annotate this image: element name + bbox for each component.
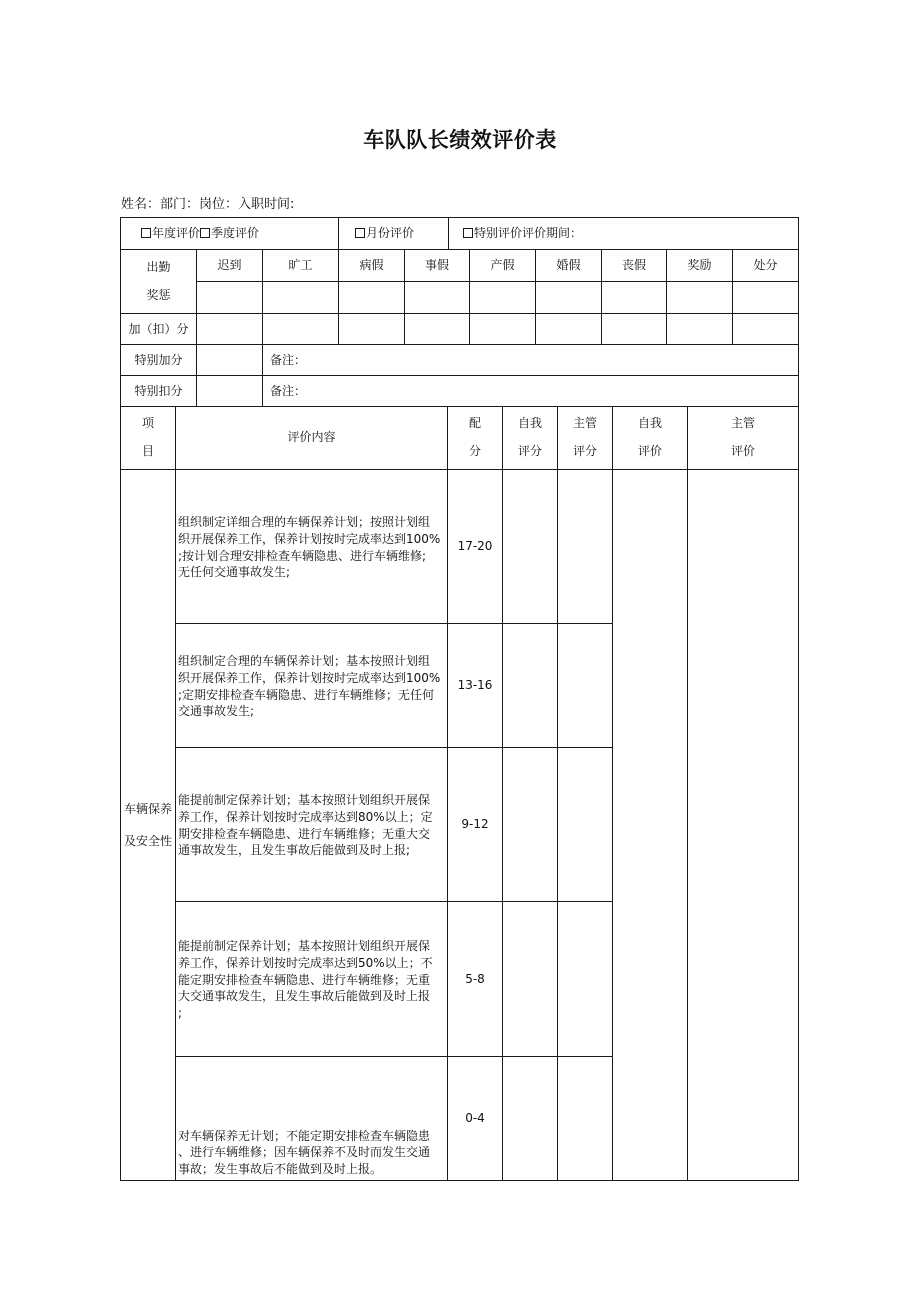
criteria-score-range: 17-20: [448, 470, 503, 624]
criteria-score-range: 9-12: [448, 748, 503, 902]
criteria-line: 能提前制定保养计划；基本按照计划组织开展保: [178, 792, 431, 807]
category-cell: [121, 470, 176, 1181]
annual-eval-option[interactable]: [141, 225, 200, 242]
penalty-score-cell[interactable]: [733, 314, 799, 345]
criteria-line: 交通事故发生;: [178, 704, 255, 719]
criteria-line: 织开展保养工作，保养计划按时完成率达到100%: [178, 531, 441, 546]
maternity-leave-value-cell[interactable]: [470, 282, 536, 314]
header-penalty: 处分: [733, 250, 799, 282]
header-score-line1: 配: [468, 416, 481, 431]
manager-eval-input[interactable]: [688, 470, 799, 1181]
header-item: [121, 406, 176, 470]
header-bereavement-leave: 丧假: [602, 250, 667, 282]
self-score-input[interactable]: [503, 902, 558, 1057]
monthly-eval-label: 月份评价: [366, 226, 415, 241]
manager-score-input[interactable]: [558, 470, 613, 624]
header-self-eval-line2: 评价: [637, 443, 662, 458]
criteria-content-cell: [176, 748, 448, 902]
attendance-label: 出勤: [146, 260, 171, 275]
special-deduct-remark-label: 备注：: [270, 383, 307, 398]
criteria-line: 期安排检查车辆隐患、进行车辆维修；无重大交: [178, 826, 431, 841]
personal-leave-value-cell[interactable]: [405, 282, 470, 314]
special-deduct-value-cell[interactable]: [197, 376, 263, 407]
special-add-remark-cell[interactable]: [263, 345, 799, 376]
reward-score-cell[interactable]: [667, 314, 733, 345]
criteria-line: ;定期安排检查车辆隐患、进行车辆维修；无任何: [178, 687, 435, 702]
criteria-line: 通事故发生，且发生事故后能做到及时上报;: [178, 843, 411, 858]
annual-eval-checkbox[interactable]: [141, 228, 151, 238]
self-score-input[interactable]: [503, 624, 558, 748]
manager-score-input[interactable]: [558, 748, 613, 902]
special-add-value-cell[interactable]: [197, 345, 263, 376]
header-self-eval-line1: 自我: [637, 416, 662, 431]
special-eval-option[interactable]: [463, 225, 582, 242]
header-absent: 旷工: [263, 250, 339, 282]
manager-score-input[interactable]: [558, 1057, 613, 1181]
special-deduct-remark-cell[interactable]: [263, 376, 799, 407]
criteria-score-range: 5-8: [448, 902, 503, 1057]
header-self-eval: [613, 406, 688, 470]
monthly-eval-option[interactable]: [355, 225, 414, 242]
header-manager-eval: [688, 406, 799, 470]
criteria-line: 组织制定合理的车辆保养计划；基本按照计划组: [178, 653, 431, 668]
criteria-content-cell: [176, 470, 448, 624]
sick-leave-score-cell[interactable]: [339, 314, 405, 345]
monthly-eval-checkbox[interactable]: [355, 228, 365, 238]
criteria-content-cell: [176, 902, 448, 1057]
header-content: 评价内容: [176, 406, 448, 470]
quarterly-eval-checkbox[interactable]: [200, 228, 210, 238]
attendance-table: [120, 217, 799, 407]
special-add-remark-label: 备注：: [270, 352, 307, 367]
attendance-label-cell: [121, 250, 197, 314]
self-score-input[interactable]: [503, 470, 558, 624]
criteria-line: 大交通事故发生，且发生事故后能做到及时上报: [178, 989, 431, 1004]
header-manager-score-line2: 评分: [572, 443, 597, 458]
penalty-value-cell[interactable]: [733, 282, 799, 314]
criteria-line: 养工作，保养计划按时完成率达到50%以上；不: [178, 955, 433, 970]
sick-leave-value-cell[interactable]: [339, 282, 405, 314]
special-eval-label: 特别评价评价期间：: [474, 226, 583, 241]
maternity-leave-score-cell[interactable]: [470, 314, 536, 345]
header-maternity-leave: 产假: [470, 250, 536, 282]
self-score-input[interactable]: [503, 748, 558, 902]
criteria-content-cell: [176, 1057, 448, 1181]
reward-punishment-label: 奖惩: [146, 287, 171, 302]
special-add-label: 特别加分: [121, 345, 197, 376]
bereavement-leave-value-cell[interactable]: [602, 282, 667, 314]
manager-score-input[interactable]: [558, 624, 613, 748]
category-label-line1: 车辆保养: [123, 802, 172, 816]
header-personal-leave: 事假: [405, 250, 470, 282]
reward-value-cell[interactable]: [667, 282, 733, 314]
personal-leave-score-cell[interactable]: [405, 314, 470, 345]
marriage-leave-value-cell[interactable]: [536, 282, 602, 314]
special-eval-checkbox[interactable]: [463, 228, 473, 238]
criteria-line: ;: [178, 1006, 183, 1021]
self-score-input[interactable]: [503, 1057, 558, 1181]
score-adjust-label: 加（扣）分: [121, 314, 197, 345]
criteria-line: 能提前制定保养计划；基本按照计划组织开展保: [178, 939, 431, 953]
annual-eval-label: 年度评价: [152, 226, 201, 241]
header-item-line2: 目: [141, 443, 154, 458]
criteria-line: ;按计划合理安排检查车辆隐患、进行车辆维修;: [178, 548, 427, 563]
criteria-line: 无任何交通事故发生;: [178, 565, 291, 580]
period-annual-quarterly-cell: [121, 218, 339, 250]
evaluation-table: [120, 406, 799, 1181]
special-deduct-label: 特别扣分: [121, 376, 197, 407]
criteria-line: 对车辆保养无计划；不能定期安排检查车辆隐患: [178, 1128, 431, 1143]
self-eval-input[interactable]: [613, 470, 688, 1181]
criteria-line: 事故；发生事故后不能做到及时上报。: [178, 1162, 383, 1177]
criteria-line: 能定期安排检查车辆隐患、进行车辆维修；无重: [178, 972, 431, 987]
employee-info-line: 姓名：部门：岗位：入职时间:: [121, 197, 295, 212]
header-late: 迟到: [197, 250, 263, 282]
header-marriage-leave: 婚假: [536, 250, 602, 282]
header-self-score-line1: 自我: [517, 416, 542, 431]
page-title: 车队队长绩效评价表: [363, 128, 557, 152]
header-manager-score-line1: 主管: [572, 416, 597, 431]
header-manager-eval-line1: 主管: [730, 416, 755, 431]
criteria-score-range: 0-4: [448, 1057, 503, 1181]
period-monthly-cell: [339, 218, 449, 250]
header-manager-eval-line2: 评价: [730, 443, 755, 458]
manager-score-input[interactable]: [558, 902, 613, 1057]
criteria-line: 养工作，保养计划按时完成率达到80%以上；定: [178, 809, 433, 824]
header-score: [448, 406, 503, 470]
criteria-line: 组织制定详细合理的车辆保养计划；按照计划组: [178, 514, 431, 529]
header-self-score-line2: 评分: [517, 443, 542, 458]
criteria-score-range: 13-16: [448, 624, 503, 748]
absent-value-cell[interactable]: [263, 282, 339, 314]
marriage-leave-score-cell[interactable]: [536, 314, 602, 345]
late-score-cell[interactable]: [197, 314, 263, 345]
bereavement-leave-score-cell[interactable]: [602, 314, 667, 345]
category-label-line2: 及安全性: [123, 834, 172, 848]
criteria-line: 、进行车辆维修；因车辆保养不及时而发生交通: [178, 1145, 431, 1160]
header-self-score: [503, 406, 558, 470]
late-value-cell[interactable]: [197, 282, 263, 314]
header-sick-leave: 病假: [339, 250, 405, 282]
period-special-cell: [449, 218, 799, 250]
absent-score-cell[interactable]: [263, 314, 339, 345]
quarterly-eval-label: 季度评价: [211, 226, 260, 241]
criteria-line: 织开展保养工作，保养计划按时完成率达到100%: [178, 670, 441, 685]
header-reward: 奖励: [667, 250, 733, 282]
quarterly-eval-option[interactable]: [200, 225, 259, 242]
header-score-line2: 分: [468, 443, 481, 458]
criteria-content-cell: [176, 624, 448, 748]
header-manager-score: [558, 406, 613, 470]
header-item-line1: 项: [141, 416, 154, 431]
